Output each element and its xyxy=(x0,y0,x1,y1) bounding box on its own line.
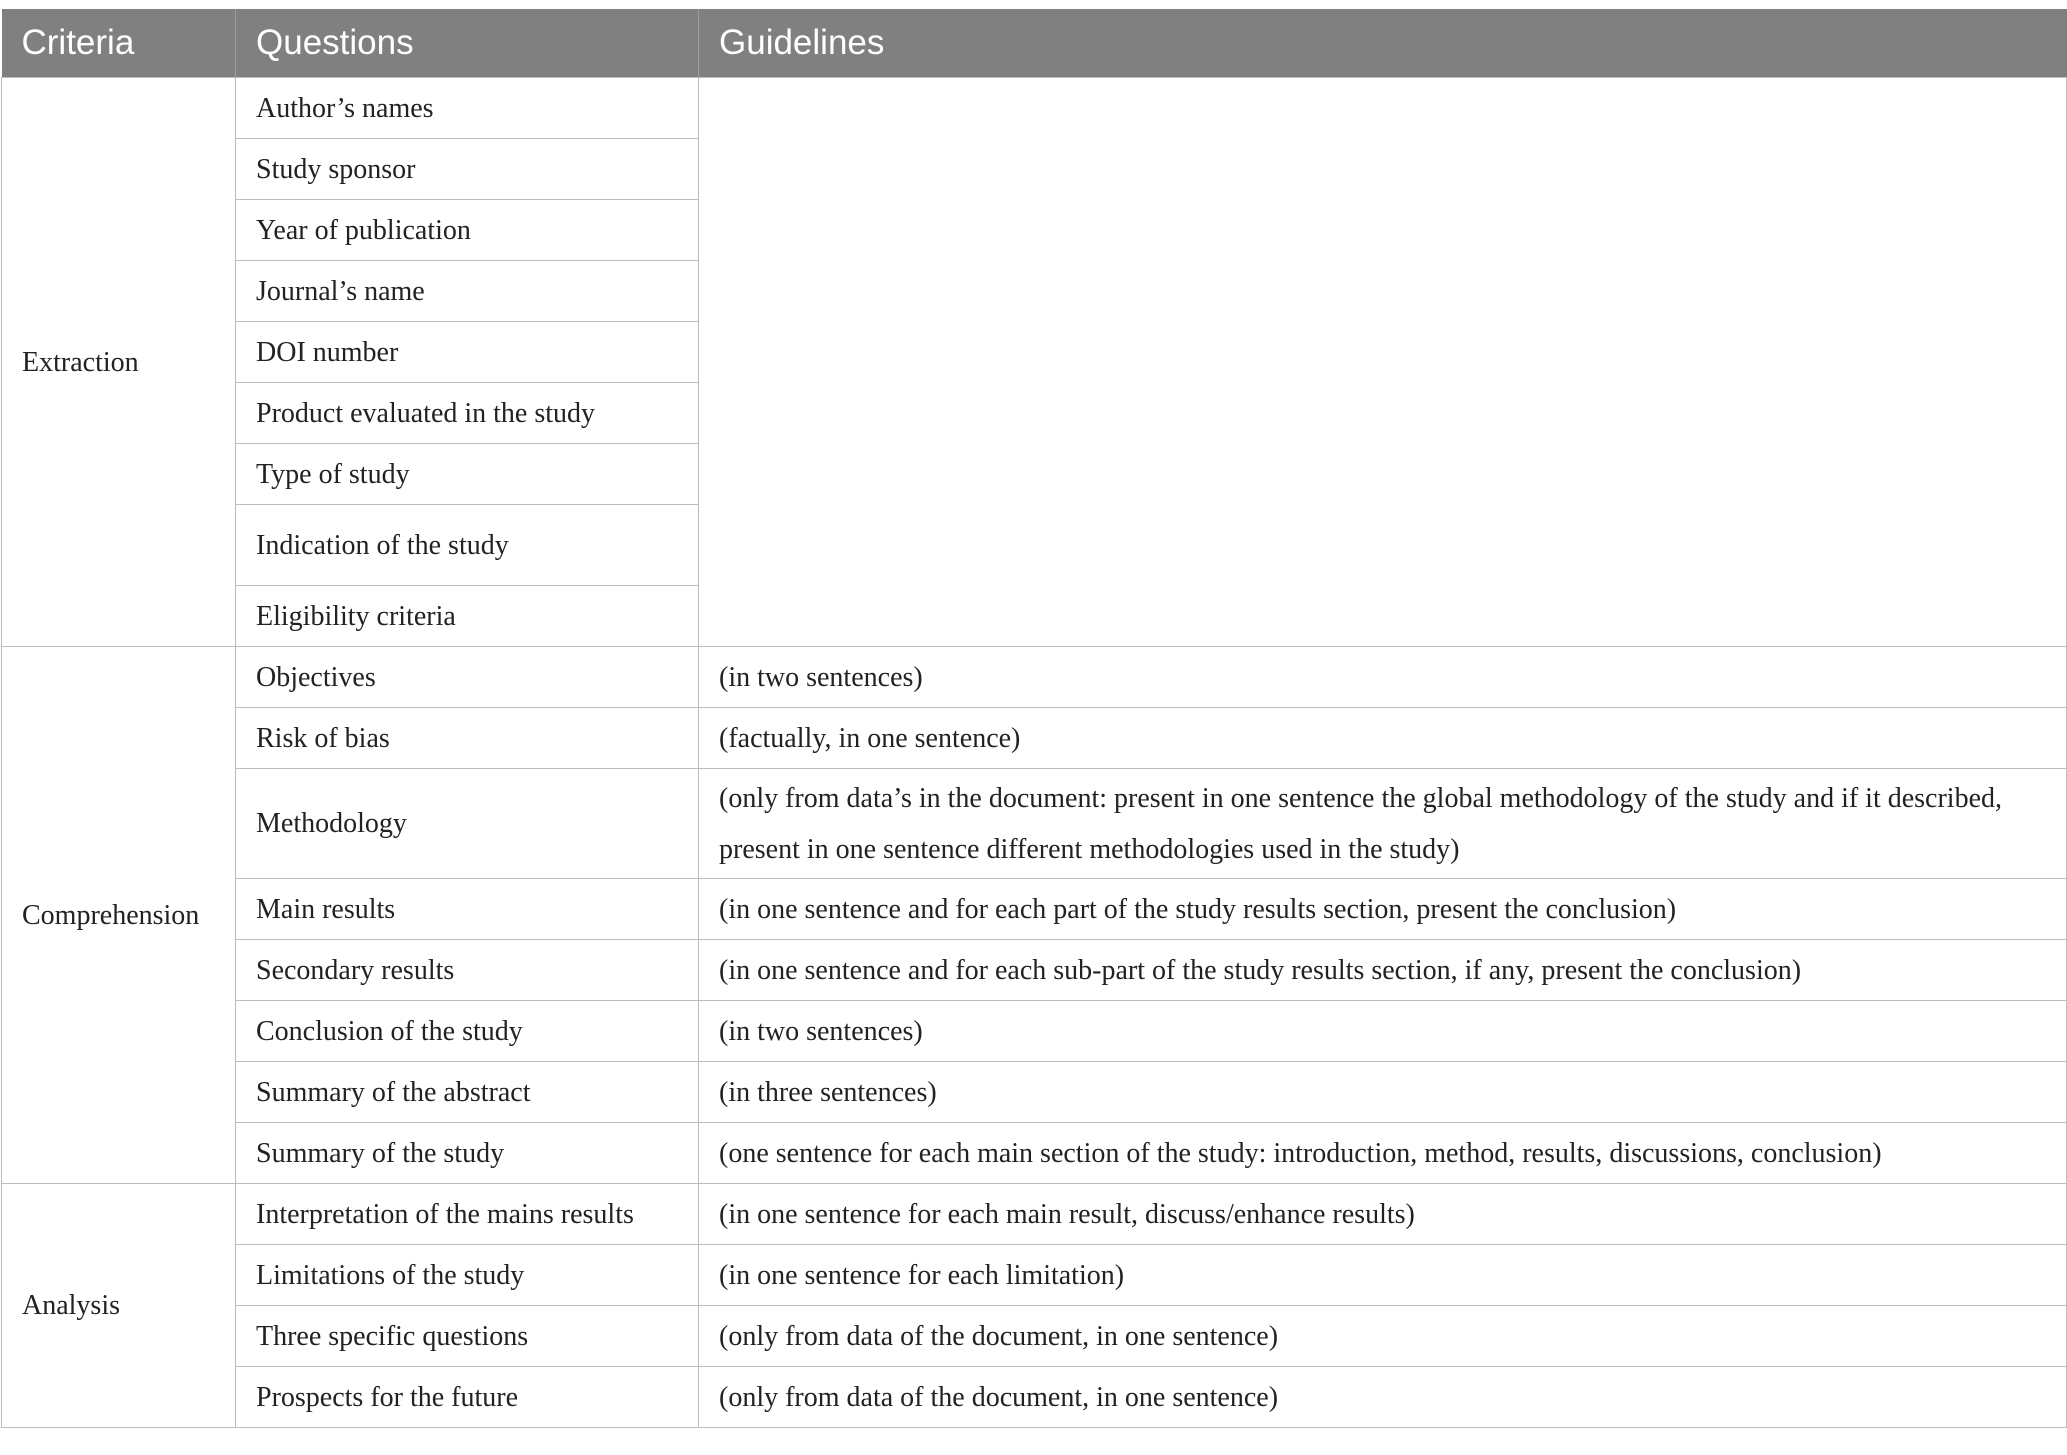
question-cell: Three specific questions xyxy=(236,1306,699,1367)
question-cell: Methodology xyxy=(236,769,699,879)
header-questions: Questions xyxy=(236,9,699,78)
header-guidelines: Guidelines xyxy=(699,9,2067,78)
table-row xyxy=(2,769,2067,879)
question-cell: Prospects for the future xyxy=(236,1367,699,1428)
question-cell: Risk of bias xyxy=(236,708,699,769)
table-row xyxy=(2,1184,2067,1245)
question-cell: Conclusion of the study xyxy=(236,1001,699,1062)
criteria-comprehension: Comprehension xyxy=(2,647,236,1184)
guideline-cell: (in two sentences) xyxy=(699,1001,2067,1062)
question-cell: Journal’s name xyxy=(236,261,699,322)
criteria-analysis: Analysis xyxy=(2,1184,236,1428)
guideline-cell: (in one sentence and for each part of the study results section, present the conclusion) xyxy=(699,879,2067,940)
table-row xyxy=(2,1062,2067,1123)
question-cell: Limitations of the study xyxy=(236,1245,699,1306)
table-row xyxy=(2,78,2067,139)
question-cell: Objectives xyxy=(236,647,699,708)
guideline-cell: (in one sentence and for each sub-part of the study results section, if any, present the conclusion) xyxy=(699,940,2067,1001)
guideline-cell: (in one sentence for each main result, discuss/enhance results) xyxy=(699,1184,2067,1245)
question-cell: Author’s names xyxy=(236,78,699,139)
table-row xyxy=(2,879,2067,940)
question-cell: Secondary results xyxy=(236,940,699,1001)
table-row xyxy=(2,940,2067,1001)
guideline-cell: (in one sentence for each limitation) xyxy=(699,1245,2067,1306)
table-row xyxy=(2,708,2067,769)
question-cell: Summary of the abstract xyxy=(236,1062,699,1123)
question-cell: Study sponsor xyxy=(236,139,699,200)
question-cell: DOI number xyxy=(236,322,699,383)
question-cell: Year of publication xyxy=(236,200,699,261)
question-cell: Main results xyxy=(236,879,699,940)
table-row xyxy=(2,1306,2067,1367)
question-cell: Product evaluated in the study xyxy=(236,383,699,444)
question-cell: Interpretation of the mains results xyxy=(236,1184,699,1245)
table-row xyxy=(2,647,2067,708)
question-cell: Summary of the study xyxy=(236,1123,699,1184)
guideline-cell: (in three sentences) xyxy=(699,1062,2067,1123)
guideline-cell: (only from data of the document, in one sentence) xyxy=(699,1306,2067,1367)
question-cell: Eligibility criteria xyxy=(236,586,699,647)
criteria-extraction: Extraction xyxy=(2,78,236,647)
guideline-cell: (only from data of the document, in one sentence) xyxy=(699,1367,2067,1428)
guideline-cell: (factually, in one sentence) xyxy=(699,708,2067,769)
table-row xyxy=(2,1123,2067,1184)
guideline-cell: (only from data’s in the document: present in one sentence the global methodology of the study and if it described, present in one sentence different methodologies used in the study) xyxy=(699,769,2067,879)
question-cell: Type of study xyxy=(236,444,699,505)
table-row xyxy=(2,1001,2067,1062)
table-row xyxy=(2,1245,2067,1306)
criteria-table xyxy=(1,9,2067,1428)
header-row xyxy=(2,9,2067,78)
header-criteria: Criteria xyxy=(2,9,236,78)
guideline-cell-empty xyxy=(699,78,2067,647)
guideline-cell: (in two sentences) xyxy=(699,647,2067,708)
guideline-cell: (one sentence for each main section of the study: introduction, method, results, discussions, conclusion) xyxy=(699,1123,2067,1184)
question-cell: Indication of the study xyxy=(236,505,699,586)
table-row xyxy=(2,1367,2067,1428)
